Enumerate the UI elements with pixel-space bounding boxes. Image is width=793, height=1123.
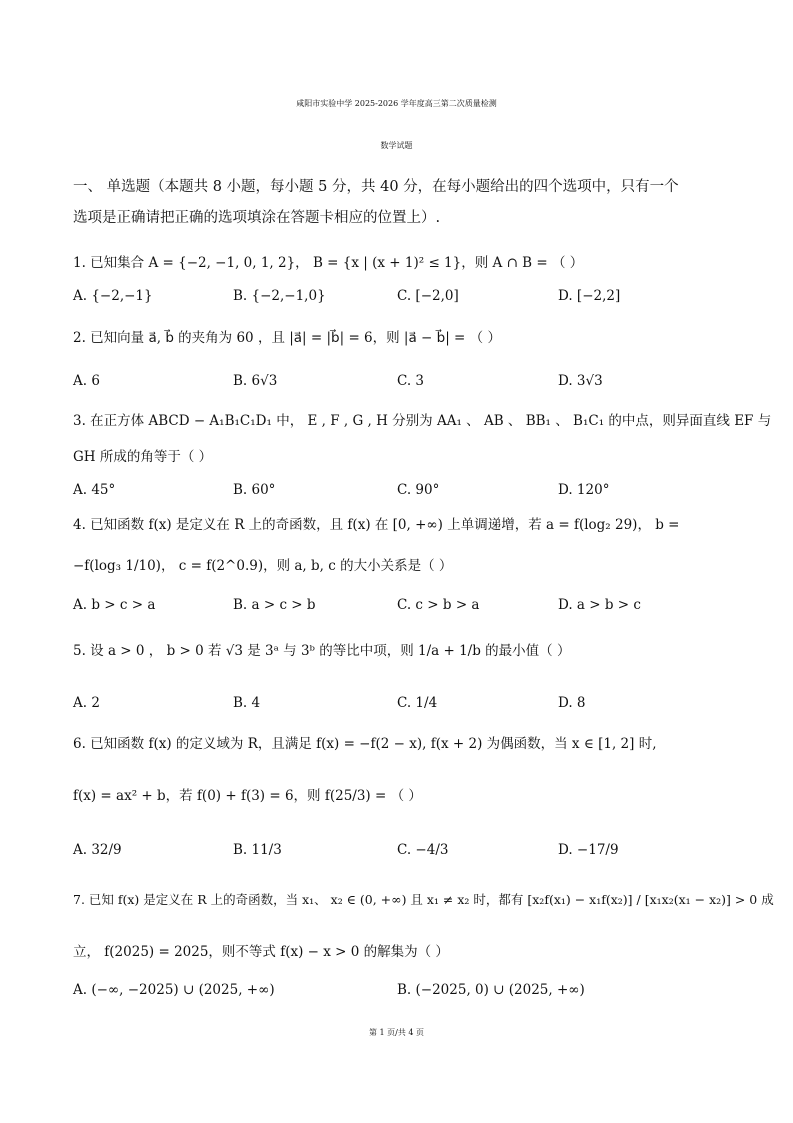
question-7-option-b: B. (−2025, 0) ∪ (2025, +∞) [397,982,585,998]
question-5-option-a: A. 2 [73,695,100,711]
question-3-option-a: A. 45° [73,482,116,498]
question-4-stem-line1: 4. 已知函数 f(x) 是定义在 R 上的奇函数，且 f(x) 在 [0, +∞) 上单调递增，若 a = f(log₂ 29)， b = [73,517,680,533]
question-5-option-c: C. 1/4 [397,695,438,711]
question-3-stem-line1: 3. 在正方体 ABCD − A₁B₁C₁D₁ 中， E , F , G , H 分别为 AA₁ 、 AB 、 BB₁ 、 B₁C₁ 的中点，则异面直线 EF 与 [73,413,772,429]
question-7-stem-line1: 7. 已知 f(x) 是定义在 R 上的奇函数，当 x₁、 x₂ ∈ (0, +∞) 且 x₁ ≠ x₂ 时，都有 [x₂f(x₁) − x₁f(x₂)] / [x₁x₂(x₁ − x₂)] > 0 成 [73,892,774,907]
question-6-option-b: B. 11/3 [233,842,282,858]
question-1-option-c: C. [−2,0] [397,288,459,304]
exam-subtitle: 数学试题 [380,141,413,150]
question-4-option-c: C. c > b > a [397,597,480,613]
question-5-stem: 5. 设 a > 0 ， b > 0 若 √3 是 3ᵃ 与 3ᵇ 的等比中项，则 1/a + 1/b 的最小值（ ） [73,643,571,659]
question-1-option-b: B. {−2,−1,0} [233,288,326,304]
exam-title: 咸阳市实验中学 2025-2026 学年度高三第二次质量检测 [296,99,497,108]
question-4-option-b: B. a > c > b [233,597,316,613]
question-3-option-b: B. 60° [233,482,276,498]
question-5-option-d: D. 8 [558,695,586,711]
question-7-stem-line2: 立， f(2025) = 2025，则不等式 f(x) − x > 0 的解集为（ ） [73,944,449,960]
question-1-option-a: A. {−2,−1} [73,288,153,304]
section-heading-line1: 一、 单选题（本题共 8 小题，每小题 5 分，共 40 分，在每小题给出的四个选项中，只有一个 [73,179,679,195]
question-2-option-b: B. 6√3 [233,373,278,389]
question-3-stem-line2: GH 所成的角等于（ ） [73,449,213,465]
page-footer: 第 1 页/共 4 页 [368,1028,425,1037]
question-5-option-b: B. 4 [233,695,261,711]
question-6-stem-line2: f(x) = ax² + b，若 f(0) + f(3) = 6，则 f(25/3) = （ ） [73,788,422,804]
question-6-option-d: D. −17/9 [558,842,619,858]
section-heading-line2: 选项是正确请把正确的选项填涂在答题卡相应的位置上）. [73,210,441,226]
question-2-option-a: A. 6 [73,373,100,389]
question-3-option-c: C. 90° [397,482,440,498]
question-1-option-d: D. [−2,2] [558,288,621,304]
question-4-option-a: A. b > c > a [73,597,156,613]
question-7-option-a: A. (−∞, −2025) ∪ (2025, +∞) [73,982,275,998]
question-1-stem: 1. 已知集合 A = {−2, −1, 0, 1, 2}， B = {x | (x + 1)² ≤ 1}，则 A ∩ B = （ ） [73,255,584,271]
question-6-option-a: A. 32/9 [73,842,122,858]
question-2-option-c: C. 3 [397,373,425,389]
question-6-stem-line1: 6. 已知函数 f(x) 的定义域为 R，且满足 f(x) = −f(2 − x), f(x + 2) 为偶函数，当 x ∈ [1, 2] 时, [73,736,657,752]
question-2-option-d: D. 3√3 [558,373,603,389]
question-4-option-d: D. a > b > c [558,597,641,613]
question-4-stem-line2: −f(log₃ 1/10)， c = f(2^0.9)，则 a, b, c 的大小关系是（ ） [73,558,453,574]
question-3-option-d: D. 120° [558,482,610,498]
question-6-option-c: C. −4/3 [397,842,449,858]
question-2-stem: 2. 已知向量 a⃗, b⃗ 的夹角为 60 ，且 |a⃗| = |b⃗| = 6，则 |a⃗ − b⃗| = （ ） [73,330,501,346]
